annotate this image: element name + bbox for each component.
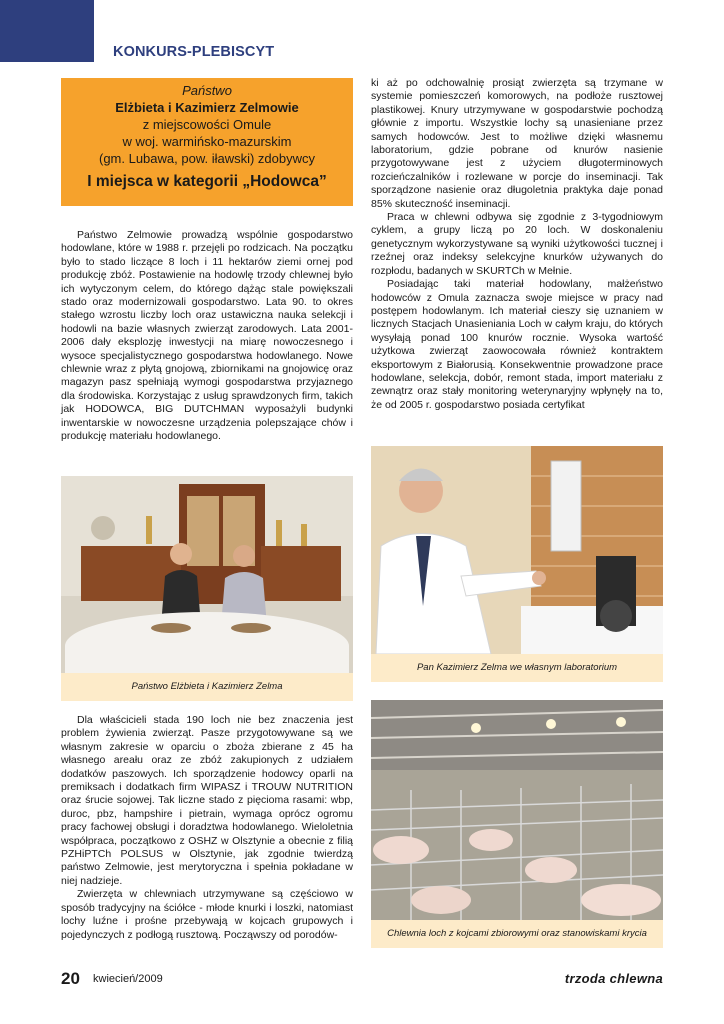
issue-date: kwiecień/2009 xyxy=(93,973,163,985)
column-right-top xyxy=(371,77,663,412)
column-left-top xyxy=(61,229,353,444)
photo-couple xyxy=(61,476,353,676)
award-line-6: I miejsca w kategorii „Hodowca” xyxy=(87,173,327,190)
paragraph: ki aż po odchowalnię prosiąt zwierzęta są trzymane w systemie pomieszczeń komorowych, na podłoże rusztowej plastikowej. Knury utrzymywane w gospodarstwie pochodzą głównie z importu. Wszystkie lochy są unasieniane przez samych hodowców. Jest to możliwe dzięki własnemu laboratorium, gdzie pobrane od knurów nasienie przygotowywane jest z użyciem długoterminowych rozcieńczalników i rozlewane w porcje do inseminacji. Tak sporządzone nasienie oraz długoletnia praktyka daje ponad 85% skuteczność inseminacji. xyxy=(371,77,663,210)
photo-couple-image xyxy=(61,476,353,676)
paragraph: Praca w chlewni odbywa się zgodnie z 3-tygodniowym cyklem, a grupy liczą po 20 loch. W doskonaleniu genetycznym wykorzystywane są wyniki użytkowości tucznej i rzeźnej oraz indeksy selekcyjne knurków używanych do rozpłodu, badanych w SKURTCh w Mełnie. xyxy=(371,211,663,277)
award-line-1: Państwo xyxy=(182,83,232,98)
page-number: 20 xyxy=(61,969,80,988)
paragraph: Zwierzęta w chlewniach utrzymywane są częściowo w sposób tradycyjny na ściółce - młode knurki i loszki, natomiast lochy luźne i prośne przebywają w kojcach grupowych i pojedynczych z podłogą rusztową. Począwszy od porodów- xyxy=(61,888,353,941)
section-title: KONKURS-PLEBISCYT xyxy=(113,44,275,60)
photo-laboratory-image xyxy=(371,446,663,654)
paragraph: Państwo Zelmowie prowadzą wspólnie gospodarstwo hodowlane, które w 1988 r. przejęli po rodzicach. Na początku było to stado liczące 8 loch i 11 hektarów ziemi ornej pod produkcję zbóż. Postawienie na hodowlę trzody chlewnej było ich wytyczonym celem, do którego dążąc stale powiększali stado oraz modernizowali gospodarstwo. Lata 90. to okres stałego wzrostu liczby loch oraz ustawiczna nauka selekcji i hodowli na bazie własnych zwierząt zarodowych. Lata 2001-2006 dały eksplozję inwestycji na miarę nowoczesnego i wysoce specjalistycznego gospodarstwa hodowlanego. Nowe chlewnie wraz z płytą gnojową, zbiornikami na gnojowicę oraz magazyn pasz spełniają wymogi gospodarstwa przyjaznego dla środowiska. Korzystając z usług sprawdzonych firm, takich jak HODOWCA, BIG DUTCHMAN wyposażyli budynki inwentarskie w nowoczesne urządzenia polepszające chów i produkcję materiału hodowlanego. xyxy=(61,229,353,443)
photo-laboratory xyxy=(371,446,663,654)
caption-photo-couple: Państwo Elżbieta i Kazimierz Zelma xyxy=(61,673,353,701)
photo-piggery xyxy=(371,700,663,920)
photo-piggery-image xyxy=(371,700,663,920)
corner-block xyxy=(0,0,94,62)
column-left-bottom xyxy=(61,714,353,942)
magazine-name: trzoda chlewna xyxy=(564,971,663,986)
award-line-5: (gm. Lubawa, pow. iławski) zdobywcy xyxy=(98,151,316,166)
award-box xyxy=(61,78,353,206)
paragraph: Dla właścicieli stada 190 loch nie bez znaczenia jest problem żywienia zwierząt. Pasze przygotowywane są we własnym zakresie w oparciu o zboża zbierane z 45 ha własnego areału oraz ze zbóż zakupionych z udziałem dodatków paszowych. Ich sporządzenie hodowcy oparli na premiksach i dodatkach firm WIPASZ i TROUW NUTRITION oraz śrucie sojowej. Tak liczne stado z pięcioma rasami: wbp, duroc, pbz, hampshire i pietrain, wymaga oprócz ogromu pracy fachowej obsługi i doradztwa hodowlanego. Wieloletnia współpraca, początkowo z OSHZ w Olsztynie a obecnie z filią PZHiPTCh POLSUS w Olsztynie, jak zgodnie twierdzą państwo Zelmowie, jest merytoryczna i spełnia pokładane w niej nadzieje. xyxy=(61,714,353,887)
award-line-2: Elżbieta i Kazimierz Zelmowie xyxy=(115,100,299,115)
paragraph: Posiadając taki materiał hodowlany, małżeństwo hodowców z Omula zaznacza swoje miejsce w pracy nad postępem hodowlanym. Ich materiał cieszy się uznaniem w licznych Stacjach Unasieniania Loch w całym kraju, do których wysyłają ponad 100 knurów rocznie. Wysoka wartość użytkowa zwierząt zaowocowała również kontraktem eksportowym z Białorusią. Konsekwentnie prowadzone prace hodowlane, selekcja, dobór, remont stada, import materiału z zewnątrz oraz stały monitoring weterynaryjny wpłynęły na to, że od 2005 r. gospodarstwo posiada certyfikat xyxy=(371,278,663,411)
caption-photo-piggery: Chlewnia loch z kojcami zbiorowymi oraz stanowiskami krycia xyxy=(371,920,663,948)
caption-photo-laboratory: Pan Kazimierz Zelma we własnym laboratorium xyxy=(371,654,663,682)
award-line-3: z miejscowości Omule xyxy=(142,117,272,132)
award-line-4: w woj. warmińsko-mazurskim xyxy=(122,134,292,149)
